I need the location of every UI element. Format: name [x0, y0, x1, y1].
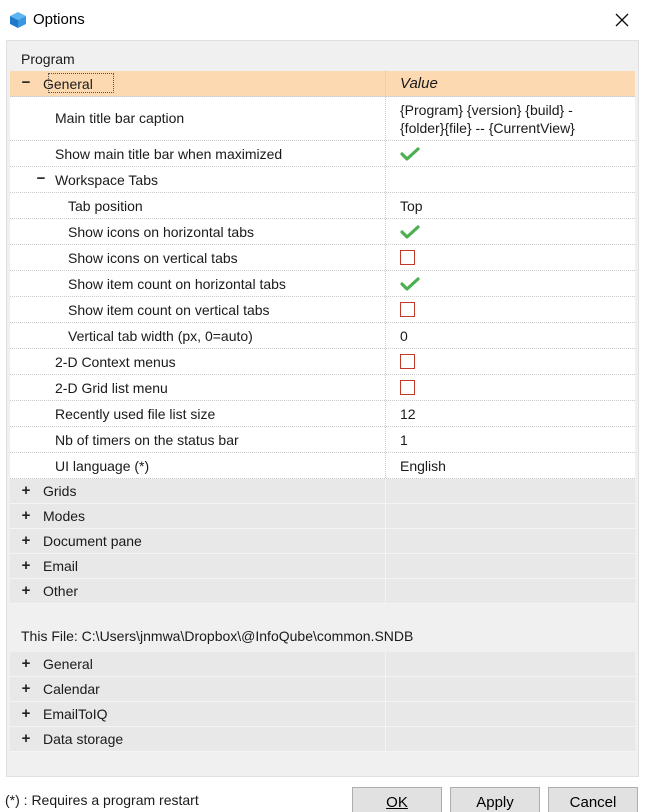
- property-value[interactable]: Top: [400, 197, 423, 214]
- unchecked-checkbox[interactable]: [400, 354, 415, 369]
- program-property-grid: [10, 71, 635, 604]
- group-row-emailtoiq[interactable]: [10, 702, 635, 727]
- property-row-count-horizontal-tabs[interactable]: [10, 271, 635, 297]
- property-label: 2-D Context menus: [55, 354, 176, 370]
- property-label: Workspace Tabs: [55, 172, 158, 188]
- value-column-header: Value: [400, 75, 438, 92]
- property-row-status-bar-timers[interactable]: [10, 427, 635, 453]
- property-row-icons-horizontal-tabs[interactable]: [10, 219, 635, 245]
- property-label: Show icons on vertical tabs: [68, 250, 238, 266]
- property-row-count-vertical-tabs[interactable]: [10, 297, 635, 323]
- property-row-main-title-caption[interactable]: [10, 97, 635, 141]
- group-label: EmailToIQ: [43, 706, 108, 722]
- title-bar: [0, 0, 645, 40]
- property-label: Show icons on horizontal tabs: [68, 224, 254, 240]
- close-button[interactable]: [599, 0, 645, 40]
- group-row-modes[interactable]: [10, 504, 635, 529]
- property-row-workspace-tabs[interactable]: [10, 167, 635, 193]
- property-row-2d-grid-list-menu[interactable]: [10, 375, 635, 401]
- property-label: Show main title bar when maximized: [55, 146, 283, 162]
- property-value[interactable]: English: [400, 457, 446, 474]
- group-label: Modes: [43, 508, 86, 524]
- property-row-2d-context-menus[interactable]: [10, 349, 635, 375]
- expand-toggle[interactable]: +: [21, 582, 31, 599]
- group-label: Data storage: [43, 731, 124, 747]
- property-label: Show item count on horizontal tabs: [68, 276, 286, 292]
- cancel-button[interactable]: Cancel: [548, 787, 638, 812]
- group-label: General: [43, 656, 93, 672]
- property-value[interactable]: 12: [400, 405, 416, 422]
- checkmark-icon[interactable]: [400, 276, 420, 292]
- expand-toggle[interactable]: +: [21, 655, 31, 672]
- property-value[interactable]: 0: [400, 327, 408, 344]
- group-row-grids[interactable]: [10, 479, 635, 504]
- apply-button[interactable]: Apply: [450, 787, 540, 812]
- group-label: Other: [43, 583, 79, 599]
- expand-toggle[interactable]: +: [21, 730, 31, 747]
- property-row-show-title-bar-maximized[interactable]: [10, 141, 635, 167]
- group-label: Document pane: [43, 533, 142, 549]
- group-label: Grids: [43, 483, 77, 499]
- collapse-toggle[interactable]: −: [36, 170, 46, 187]
- unchecked-checkbox[interactable]: [400, 250, 415, 265]
- expand-toggle[interactable]: +: [21, 705, 31, 722]
- program-section-title: Program: [21, 51, 75, 67]
- property-label: Tab position: [68, 198, 143, 214]
- file-section-title: This File: C:\Users\jnmwa\Dropbox\@InfoQube\common.SNDB: [21, 628, 414, 644]
- property-label: 2-D Grid list menu: [55, 380, 168, 396]
- property-row-vertical-tab-width[interactable]: [10, 323, 635, 349]
- ok-button[interactable]: OK: [352, 787, 442, 812]
- checkmark-icon[interactable]: [400, 224, 420, 240]
- expand-toggle[interactable]: +: [21, 482, 31, 499]
- property-label: Recently used file list size: [55, 406, 216, 422]
- close-icon: [615, 13, 629, 27]
- window-title: Options: [33, 11, 85, 28]
- restart-footnote: (*) : Requires a program restart: [5, 792, 199, 808]
- checkmark-icon[interactable]: [400, 146, 420, 162]
- property-value[interactable]: {folder}{file} -- {CurrentView}: [400, 119, 575, 136]
- property-label: Vertical tab width (px, 0=auto): [68, 328, 253, 344]
- unchecked-checkbox[interactable]: [400, 380, 415, 395]
- group-label: Calendar: [43, 681, 100, 697]
- property-label: Main title bar caption: [55, 110, 185, 126]
- property-value[interactable]: {Program} {version} {build} -: [400, 101, 573, 118]
- collapse-toggle[interactable]: −: [21, 74, 31, 91]
- property-row-tab-position[interactable]: [10, 193, 635, 219]
- property-label: Nb of timers on the status bar: [55, 432, 239, 448]
- expand-toggle[interactable]: +: [21, 532, 31, 549]
- group-row-calendar[interactable]: [10, 677, 635, 702]
- property-row-icons-vertical-tabs[interactable]: [10, 245, 635, 271]
- expand-toggle[interactable]: +: [21, 680, 31, 697]
- group-row-email[interactable]: [10, 554, 635, 579]
- group-row-other[interactable]: [10, 579, 635, 604]
- group-label: Email: [43, 558, 79, 574]
- property-row-ui-language[interactable]: [10, 453, 635, 479]
- app-cube-icon: [9, 11, 27, 29]
- property-value[interactable]: 1: [400, 431, 408, 448]
- general-header-row[interactable]: [10, 71, 635, 97]
- general-header-label: General: [43, 76, 93, 92]
- group-row-document-pane[interactable]: [10, 529, 635, 554]
- group-row-data-storage[interactable]: [10, 727, 635, 752]
- property-label: Show item count on vertical tabs: [68, 302, 270, 318]
- property-label: UI language (*): [55, 458, 150, 474]
- file-property-grid: [10, 652, 635, 752]
- group-row-general[interactable]: [10, 652, 635, 677]
- unchecked-checkbox[interactable]: [400, 302, 415, 317]
- expand-toggle[interactable]: +: [21, 557, 31, 574]
- expand-toggle[interactable]: +: [21, 507, 31, 524]
- property-row-recent-file-list-size[interactable]: [10, 401, 635, 427]
